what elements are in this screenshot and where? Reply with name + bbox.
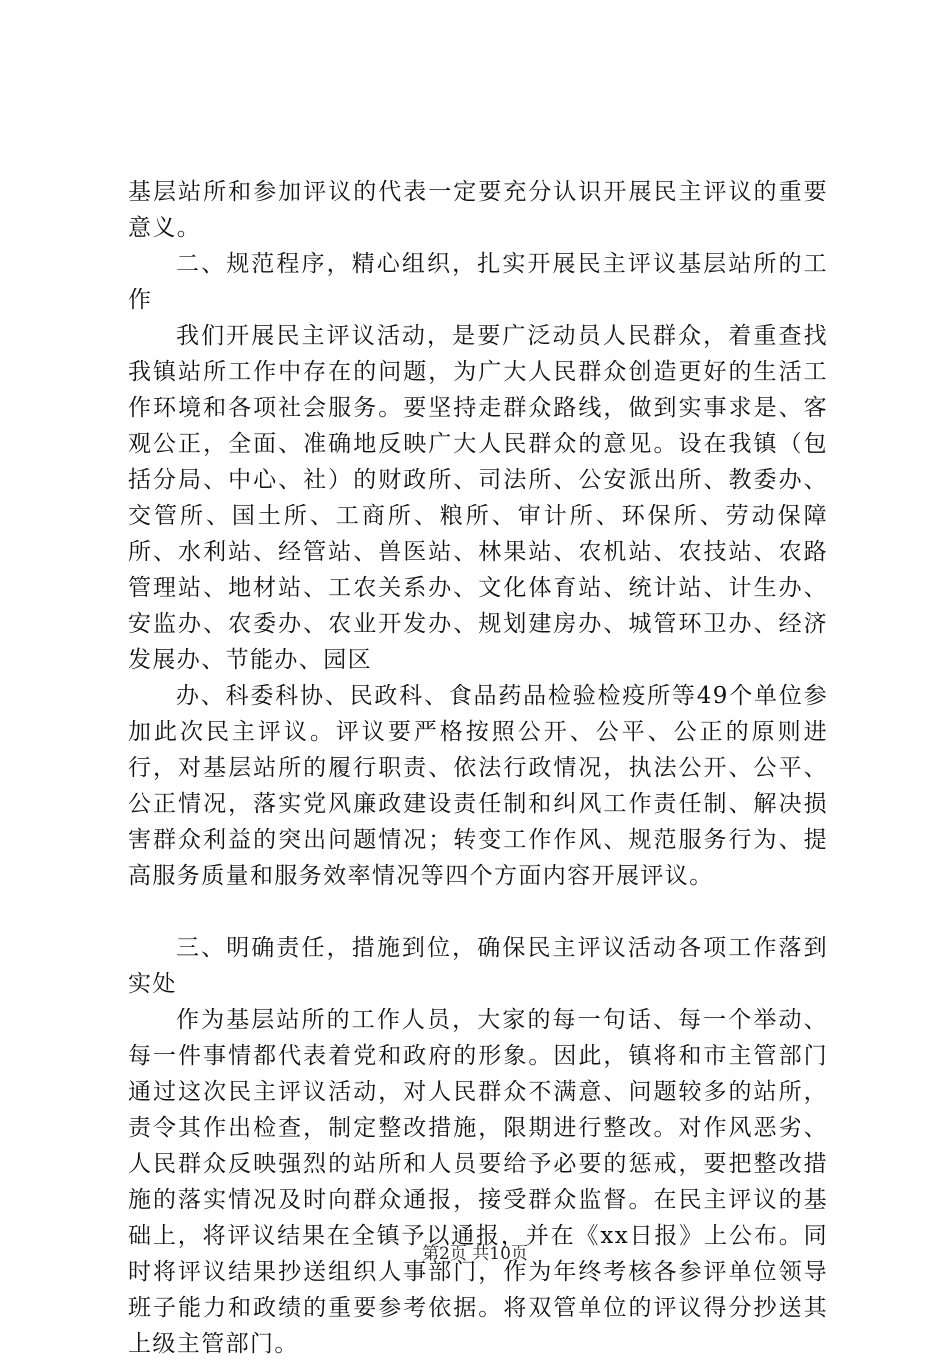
paragraph-1: 基层站所和参加评议的代表一定要充分认识开展民主评议的重要意义。	[128, 179, 828, 241]
paragraph-gap	[128, 894, 828, 930]
paragraph-6: 作为基层站所的工作人员，大家的每一句话、每一个举动、每一件事情都代表着党和政府的形象。因此，镇将和市主管部门通过这次民主评议活动，对人民群众不满意、问题较多的站所，责令其作出检查，制定整改措施，限期进行整改。对作风恶劣、人民群众反映强烈的站所和人员要给予必要的惩戒，要把整改措施的落实情况及时向群众通报，接受群众监督。在民主评议的基础上，将评议结果在全镇予以通报，并在《xx日报》上公布。同时将评议结果抄送组织人事部门，作为年终考核各参评单位领导班子能力和政绩的重要参考依据。将双管单位的评议得分抄送其上级主管部门。	[128, 1007, 828, 1357]
document-body	[128, 174, 828, 1362]
section-heading-3: 三、明确责任，措施到位，确保民主评议活动各项工作落到实处	[128, 935, 828, 997]
section-heading-2: 二、规范程序，精心组织，扎实开展民主评议基层站所的工作	[128, 251, 828, 313]
paragraph-4: 办、科委科协、民政科、食品药品检验检疫所等49个单位参加此次民主评议。评议要严格按照公开、公平、公正的原则进行，对基层站所的履行职责、依法行政情况，执法公开、公平、公正情况，落实党风廉政建设责任制和纠风工作责任制、解决损害群众利益的突出问题情况；转变工作作风、规范服务行为、提高服务质量和服务效率情况等四个方面内容开展评议。	[128, 683, 828, 889]
page-number-footer: 第2页 共10页	[422, 1244, 528, 1264]
paragraph-3: 我们开展民主评议活动，是要广泛动员人民群众，着重查找我镇站所工作中存在的问题，为广大人民群众创造更好的生活工作环境和各项社会服务。要坚持走群众路线，做到实事求是、客观公正，全面、准确地反映广大人民群众的意见。设在我镇（包括分局、中心、社）的财政所、司法所、公安派出所、教委办、交管所、国土所、工商所、粮所、审计所、环保所、劳动保障所、水利站、经管站、兽医站、林果站、农机站、农技站、农路管理站、地材站、工农关系办、文化体育站、统计站、计生办、安监办、农委办、农业开发办、规划建房办、城管环卫办、经济发展办、节能办、园区	[128, 323, 828, 673]
